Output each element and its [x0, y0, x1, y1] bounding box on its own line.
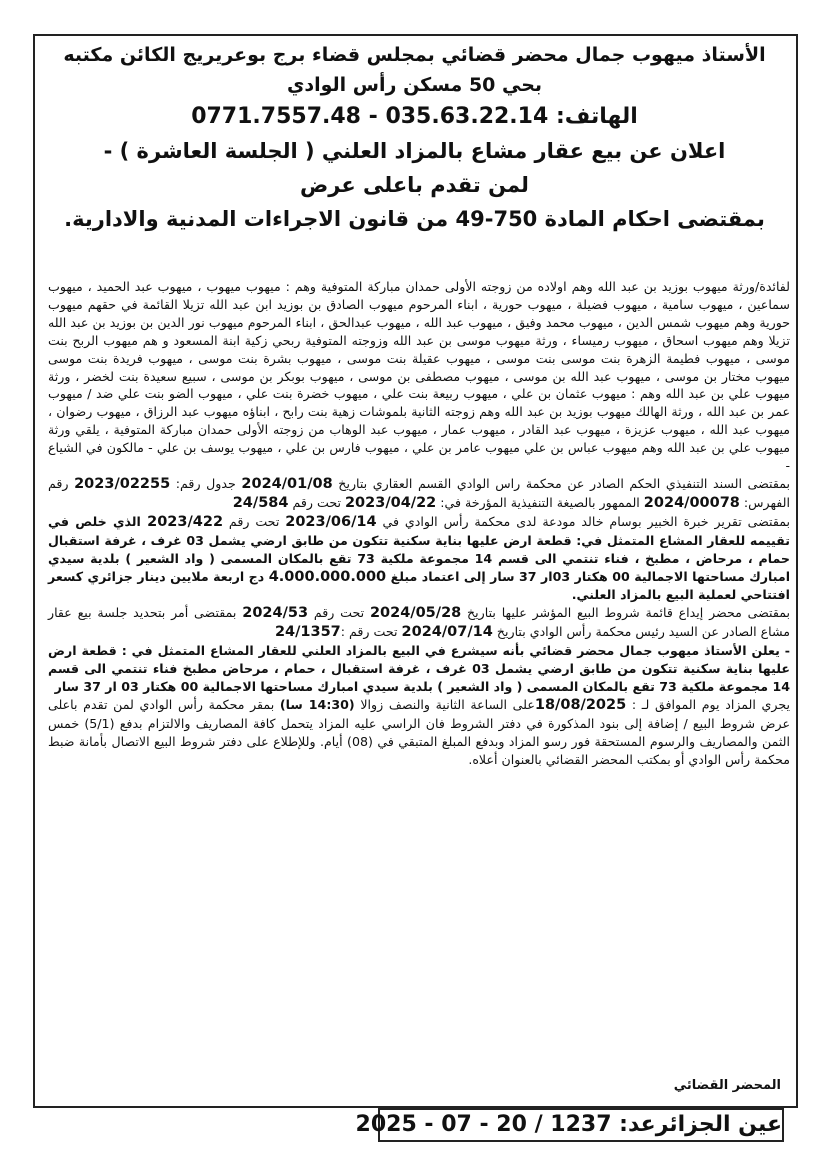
judgment-date: 2024/01/08: [241, 475, 333, 492]
judgment-paragraph: بمقتضى السند التنفيذي الحكم الصادر عن محكمة راس الوادي القسم العقاري بتاريخ 2024/01/08 جدول رقم: 2023/02255 رقم الفهرس: 2024/00078 الممهور بالصيغة التنفيذية المؤرخة في: 2023/04/22 تحت رقم 24/584: [48, 475, 790, 511]
auction-time: (14:30 سا): [279, 696, 355, 712]
bailiff-signature: المحضر القضائي: [673, 1078, 781, 1093]
expert-number: 2023/422: [147, 513, 224, 530]
publication-reference: عين الجزائرعد: 1237 / 20 - 07 - 2025: [378, 1108, 784, 1142]
notice-title: اعلان عن بيع عقار مشاع بالمزاد العلني ( الجلسة العاشرة ) -: [103, 139, 726, 163]
auction-date: 18/08/2025: [534, 696, 627, 713]
expert-date: 2023/06/14: [285, 513, 377, 530]
order-number: 24/1357: [274, 624, 341, 641]
order-date: 2024/07/14: [401, 624, 493, 641]
conditions-date: 2024/05/28: [369, 605, 462, 622]
notice-body: [48, 278, 790, 768]
announcement-paragraph: - يعلن الأستاذ ميهوب جمال محضر قضائي بأنه سيشرع في البيع بالمزاد العلني للعقار المشاع المتمثل في : قطعة ارض عليها بناية سكنية تتكون من طابق ارضي يشمل 03 غرف ، غرفة استقبال ، حمام ، مرحاض مطبخ فناء تنتمي الى قسم 14 مجموعة ملكية 73 تقع بالمكان المسمى ( واد الشعير ) بلدية سيدي امبارك مساحتها الاجمالية 00 هكتار 03 ار 37 سار: [48, 643, 790, 694]
notice-header: [40, 40, 789, 236]
parties-paragraph: لفائدة/ورثة ميهوب بوزيد بن عبد الله وهم اولاده من زوجته الأولى حمدان مباركة المتوفية وهم : ميهوب ميهوب ، ميهوب عبد الحميد ، ميهوب سماعين ، ميهوب سامية ، ميهوب فضيلة ، ميهوب حورية ، ابناء المرحوم ميهوب الصادق بن بوزيد ابن عبد الله تزيلا القائمة في حقهم ميهوب حورية وهم ميهوب شمس الدين ، ميهوب محمد وفيق ، ميهوب عبد الله ، ميهوب عبدالحق ، ابناء المرحوم ميهوب نور الدين بن بوزيد بن عبد الله تزيلا وهم ميهوب اسحاق ، ميهوب رميساء ، ورثة ميهوب موسى بن عبد الله وزوجته المتوفية ربحي زكية ابنة المسعود و هم ميهوب الربح بنت موسى ، ميهوب فطيمة الزهرة بنت موسى بنت موسى ، ميهوب عقيلة بنت موسى ، ميهوب بشرة بنت موسى ، ميهوب فريدة بنت موسى ميهوب مختار بن موسى ، ميهوب عبد الله بن موسى ، ميهوب مصطفى بن موسى ، ميهوب بوبكر بن موسى ، سبيع سعيدة بنت لخضر ، ورثة ميهوب علي بن عبد الله وهم : ميهوب عثمان بن علي ، ميهوب ربيعة بنت علي ، ميهوب خضرة بنت علي ، ميهوب الضو بنت علي ضد / ميهوب عمر بن عبد الله ، ورثة الهالك ميهوب بوزيد بن عبد الله وهم زوجته الثانية بلموشات زهية بنت رابح ، ابناؤه ميهوب عبد الرزاق ، ميهوب رضوان ، ميهوب عبد الله ، ميهوب عزيزة ، ميهوب عبد القادر ، ميهوب عمار ، ميهوب عبد الوهاب من زوجته الأولى حمدان مباركة المتوفية ، يلقي ورثة ميهوب علي بن عبد الله وهم ميهوب عباس بن علي ميهوب عامر بن علي ، ميهوب فارس بن علي ، ميهوب يوسف بن علي - مالكون في الشياع -: [48, 279, 790, 474]
legal-basis-line: بمقتضى احكام المادة 750-49 من قانون الاجراءات المدنية والادارية.: [64, 207, 765, 231]
index-number: 2024/00078: [643, 494, 740, 511]
conditions-number: 2024/53: [242, 605, 309, 622]
opening-price: 4.000.000.000: [268, 568, 387, 585]
docket-number: 2023/02255: [74, 475, 171, 492]
bailiff-line: الأستاذ ميهوب جمال محضر قضائي بمجلس قضاء برج بوعريريج الكائن مكتبه: [63, 44, 766, 66]
auction-paragraph: يجري المزاد يوم الموافق لـ : 18/08/2025على الساعة الثانية والنصف زوالا (14:30 سا) بمقر محكمة رأس الوادي لمن تقدم باعلى عرض شروط البيع / إضافة إلى بنود المذكورة في دفتر الشروط فان الراسي عليه المزاد يتحمل كافة المصاريف والالتزام بدفع (5/1) خمس الثمن والمصاريف والرسوم المستحقة فور رسو المزاد وبدفع المبلغ المتبقي في (08) أيام. وللإطلاع على دفتر شروط البيع الاتصال بأمانة ضبط محكمة رأس الوادي أو بمكتب المحضر القضائي بالعنوان أعلاه.: [48, 696, 790, 767]
phone-line: الهاتف: 035.63.22.14 - 0771.7557.48: [191, 104, 638, 129]
execution-date: 2023/04/22: [344, 494, 437, 511]
execution-number: 24/584: [232, 494, 289, 511]
conditions-paragraph: بمقتضى محضر إيداع قائمة شروط البيع المؤشر عليها بتاريخ 2024/05/28 تحت رقم 2024/53 بمقتضى أمر بتحديد جلسة بيع عقار مشاع الصادر عن السيد رئيس محكمة رأس الوادي بتاريخ 2024/07/14 تحت رقم :24/1357: [48, 605, 790, 641]
address-line: بحي 50 مسكن رأس الوادي: [286, 74, 543, 96]
expert-paragraph: بمقتضى تقرير خبرة الخبير بوسام خالد مودعة لدى محكمة رأس الوادي في 2023/06/14 تحت رقم 2023/422 الذي خلص في تقييمه للعقار المشاع المتمثل في: قطعة ارض عليها بناية سكنية تتكون من طابق ارضي يشمل 03 غرف ، غرفة استقبال حمام ، مرحاض ، مطبخ ، فناء تنتمي الى قسم 14 مجموعة ملكية 73 تقع بالمكان المسمى ( واد الشعير ) بلدية سيدي امبارك مساحتها الاجمالية 00 هكتار 03ار 37 سار إلى اعتماد مبلغ 4.000.000.000 دج اربعة ملايين دينار جزائري كسعر افتتاحي لعملية البيع بالمزاد العلني.: [48, 513, 791, 603]
notice-subtitle: لمن تقدم باعلى عرض: [300, 173, 529, 197]
